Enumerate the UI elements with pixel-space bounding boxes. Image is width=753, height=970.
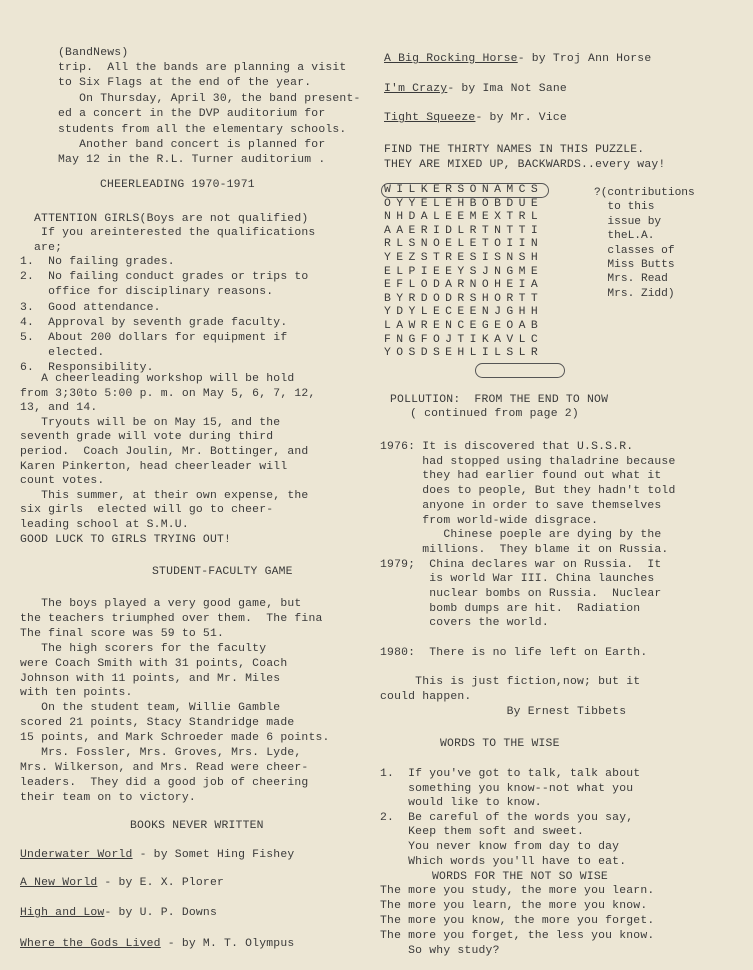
contribution-line: classes of (594, 244, 675, 257)
text-line: does to people, But they hadn't told (380, 485, 676, 498)
book-title: A Big Rocking Horse (384, 53, 518, 65)
text-line: is world War III. China launches (380, 573, 655, 586)
text-line: Chinese poeple are dying by the (380, 529, 662, 542)
text-line: The final score was 59 to 51. (20, 627, 225, 640)
text-line: The more you study, the more you learn. (380, 885, 655, 897)
puzzle-row: EFLODARNOHEIA (384, 279, 544, 292)
text-line: anyone in order to save themselves (380, 499, 662, 512)
text-line: they had earlier found out what it (380, 470, 662, 483)
text-line: 15 points, and Mark Schroeder made 6 points. (20, 732, 330, 745)
puzzle-row: YOSDSEHLILSLR (384, 347, 544, 360)
text-line: count votes. (20, 475, 105, 488)
text-line: On the student team, Willie Gamble (20, 702, 281, 715)
text-line: This summer, at their own expense, the (20, 489, 309, 502)
text-line: So why study? (380, 945, 500, 957)
book-title: Underwater World (20, 849, 133, 861)
text-line: 1980: There is no life left on Earth. (380, 646, 648, 659)
text-line: are; (34, 241, 63, 254)
book-entry (20, 906, 217, 920)
text-line: The more you know, the more you forget. (380, 915, 655, 927)
text-line: May 12 in the R.L. Turner auditorium . (58, 154, 326, 167)
puzzle-row: RLSNOELETOIIN (384, 238, 544, 251)
puzzle-row: BYRDODRSHORTT (384, 292, 544, 305)
text-line: This is just fiction,now; but it (380, 676, 641, 689)
puzzle-row: AAERIDLRTNTTI (384, 224, 544, 237)
game-title: STUDENT-FACULTY GAME (152, 566, 293, 578)
qualification-item: office for disciplinary reasons. (20, 286, 274, 299)
text-line: seventh grade will vote during third (20, 431, 274, 444)
qualification-item: 5. About 200 dollars for equipment if (20, 332, 288, 344)
books-title: BOOKS NEVER WRITTEN (130, 820, 264, 832)
text-line: If you areinterested the qualifications (34, 227, 316, 239)
text-line: scored 21 points, Stacy Standridge made (20, 717, 295, 730)
puzzle-row: FNGFOJTIKAVLC (384, 333, 544, 346)
puzzle-row: YDYLECEENJGHH (384, 306, 544, 319)
attention-line: ATTENTION GIRLS(Boys are not qualified) (34, 213, 309, 225)
text-line: millions. They blame it on Russia. (380, 543, 669, 556)
book-entry (20, 876, 224, 890)
text-line: Johnson with 11 points, and Mr. Miles (20, 672, 281, 685)
qualification-item: elected. (20, 347, 105, 360)
text-line: had stopped using thaladrine because (380, 455, 676, 468)
qualification-item: 4. Approval by seventh grade faculty. (20, 316, 288, 329)
instruction-line: FIND THE THIRTY NAMES IN THIS PUZZLE. (384, 144, 645, 156)
puzzle-row: WILKERSONAMCS (384, 184, 544, 196)
text-line: could happen. (380, 690, 472, 703)
text-line: the teachers triumphed over them. The fina (20, 612, 323, 625)
text-line: from 3;30to 5:00 p. m. on May 5, 6, 7, 12, (20, 387, 316, 400)
book-title: A New World (20, 877, 98, 889)
wise-title: WORDS TO THE WISE (440, 738, 560, 750)
contribution-line: theL.A. (594, 230, 655, 243)
cheerleading-title: CHEERLEADING 1970-1971 (100, 179, 255, 191)
qualification-item: 6. Responsibility. (20, 362, 154, 375)
book-title: Tight Squeeze (384, 112, 476, 124)
puzzle-row: OYYELEHBOBDUE (384, 197, 544, 210)
text-line: 1. If you've got to talk, talk about (380, 768, 641, 780)
contribution-line: issue by (594, 215, 662, 228)
text-line: 1979; China declares war on Russia. It (380, 558, 662, 571)
book-title: Where the Gods Lived (20, 938, 161, 950)
text-line: bomb dumps are hit. Radiation (380, 602, 641, 615)
pollution-continued: ( continued from page 2) (410, 408, 579, 420)
text-line: By Ernest Tibbets (380, 705, 627, 718)
text-line: Another band concert is planned for (58, 139, 326, 151)
text-line: You never know from day to day (380, 841, 620, 853)
book-author: - by Somet Hing Fishey (132, 849, 295, 861)
text-line: The more you forget, the less you know. (380, 930, 655, 942)
text-line: ed a concert in the DVP auditorium for (58, 108, 326, 121)
text-line: with ten points. (20, 687, 133, 700)
book-author: - by U. P. Downs (104, 907, 218, 919)
contribution-line: Miss Butts (594, 259, 675, 272)
band-news-heading: (BandNews) (58, 47, 129, 59)
puzzle-row: YEZSTRESISNSH (384, 251, 544, 264)
instruction-line: THEY ARE MIXED UP, BACKWARDS..every way! (384, 158, 666, 171)
text-line: to Six Flags at the end of the year. (58, 77, 312, 90)
text-line: Mrs. Fossler, Mrs. Groves, Mrs. Lyde, (20, 747, 302, 759)
text-line: The high scorers for the faculty (20, 642, 267, 655)
book-title: High and Low (20, 907, 105, 919)
book-author: - by Ima Not Sane (447, 83, 567, 95)
text-line: leading school at S.M.U. (20, 519, 189, 531)
book-title: I'm Crazy (384, 83, 448, 95)
circled-word-sehlils (475, 363, 565, 378)
text-line: six girls elected will go to cheer- (20, 504, 274, 517)
text-line: 2. Be careful of the words you say, (380, 811, 634, 824)
text-line: students from all the elementary schools. (58, 123, 347, 136)
text-line: 13, and 14. (20, 402, 98, 415)
text-line: Mrs. Wilkerson, and Mrs. Read were cheer- (20, 761, 309, 774)
text-line: Tryouts will be on May 15, and the (20, 416, 281, 429)
book-author: - by E. X. Plorer (97, 877, 225, 889)
qualification-item: 1. No failing grades. (20, 256, 175, 268)
book-author: - by Troj Ann Horse (517, 53, 652, 65)
text-line: Karen Pinkerton, head cheerleader will (20, 460, 288, 473)
contribution-line: Mrs. Read (594, 273, 668, 286)
text-line: something you know--not what you (380, 782, 634, 795)
pollution-title: POLLUTION: FROM THE END TO NOW (390, 394, 609, 406)
text-line: from world-wide disgrace. (380, 514, 599, 527)
word-search-puzzle (384, 184, 543, 361)
contribution-line: to this (594, 201, 655, 214)
book-entry (20, 848, 294, 862)
text-line: trip. All the bands are planning a visit (58, 62, 347, 74)
puzzle-row: ELPIEEYSJNGME (384, 265, 544, 278)
text-line: covers the world. (380, 617, 549, 630)
contribution-line: ?(contributions (594, 187, 695, 199)
text-line: period. Coach Joulin, Mr. Bottinger, and (20, 446, 309, 458)
book-entry (384, 82, 567, 96)
text-line: Keep them soft and sweet. (380, 826, 585, 839)
puzzle-row: NHDALEEMEXTRL (384, 211, 544, 224)
puzzle-row: LAWRENCEGEOAB (384, 319, 544, 332)
text-line: The more you learn, the more you know. (380, 900, 648, 912)
text-line: Which words you'll have to eat. (380, 855, 627, 868)
text-line: their team on to victory. (20, 791, 196, 804)
book-entry (20, 937, 294, 951)
book-author: - by Mr. Vice (475, 112, 567, 124)
book-author: - by M. T. Olympus (160, 938, 295, 950)
text-line: were Coach Smith with 31 points, Coach (20, 657, 288, 670)
text-line: 1976: It is discovered that U.S.S.R. (380, 441, 634, 453)
contributions-note (594, 186, 695, 301)
book-entry (384, 52, 651, 66)
contribution-line: Mrs. Zidd) (594, 287, 675, 300)
qualification-item: 2. No failing conduct grades or trips to (20, 271, 309, 284)
text-line: On Thursday, April 30, the band present- (58, 92, 361, 105)
text-line: GOOD LUCK TO GIRLS TRYING OUT! (20, 533, 232, 546)
book-entry (384, 111, 567, 125)
text-line: nuclear bombs on Russia. Nuclear (380, 588, 662, 600)
text-line: leaders. They did a good job of cheering (20, 776, 309, 789)
text-line: The boys played a very good game, but (20, 598, 302, 610)
not-so-wise-title: WORDS FOR THE NOT SO WISE (432, 871, 608, 883)
qualification-item: 3. Good attendance. (20, 301, 161, 314)
text-line: would like to know. (380, 797, 542, 810)
text-line: A cheerleading workshop will be hold (20, 373, 295, 385)
